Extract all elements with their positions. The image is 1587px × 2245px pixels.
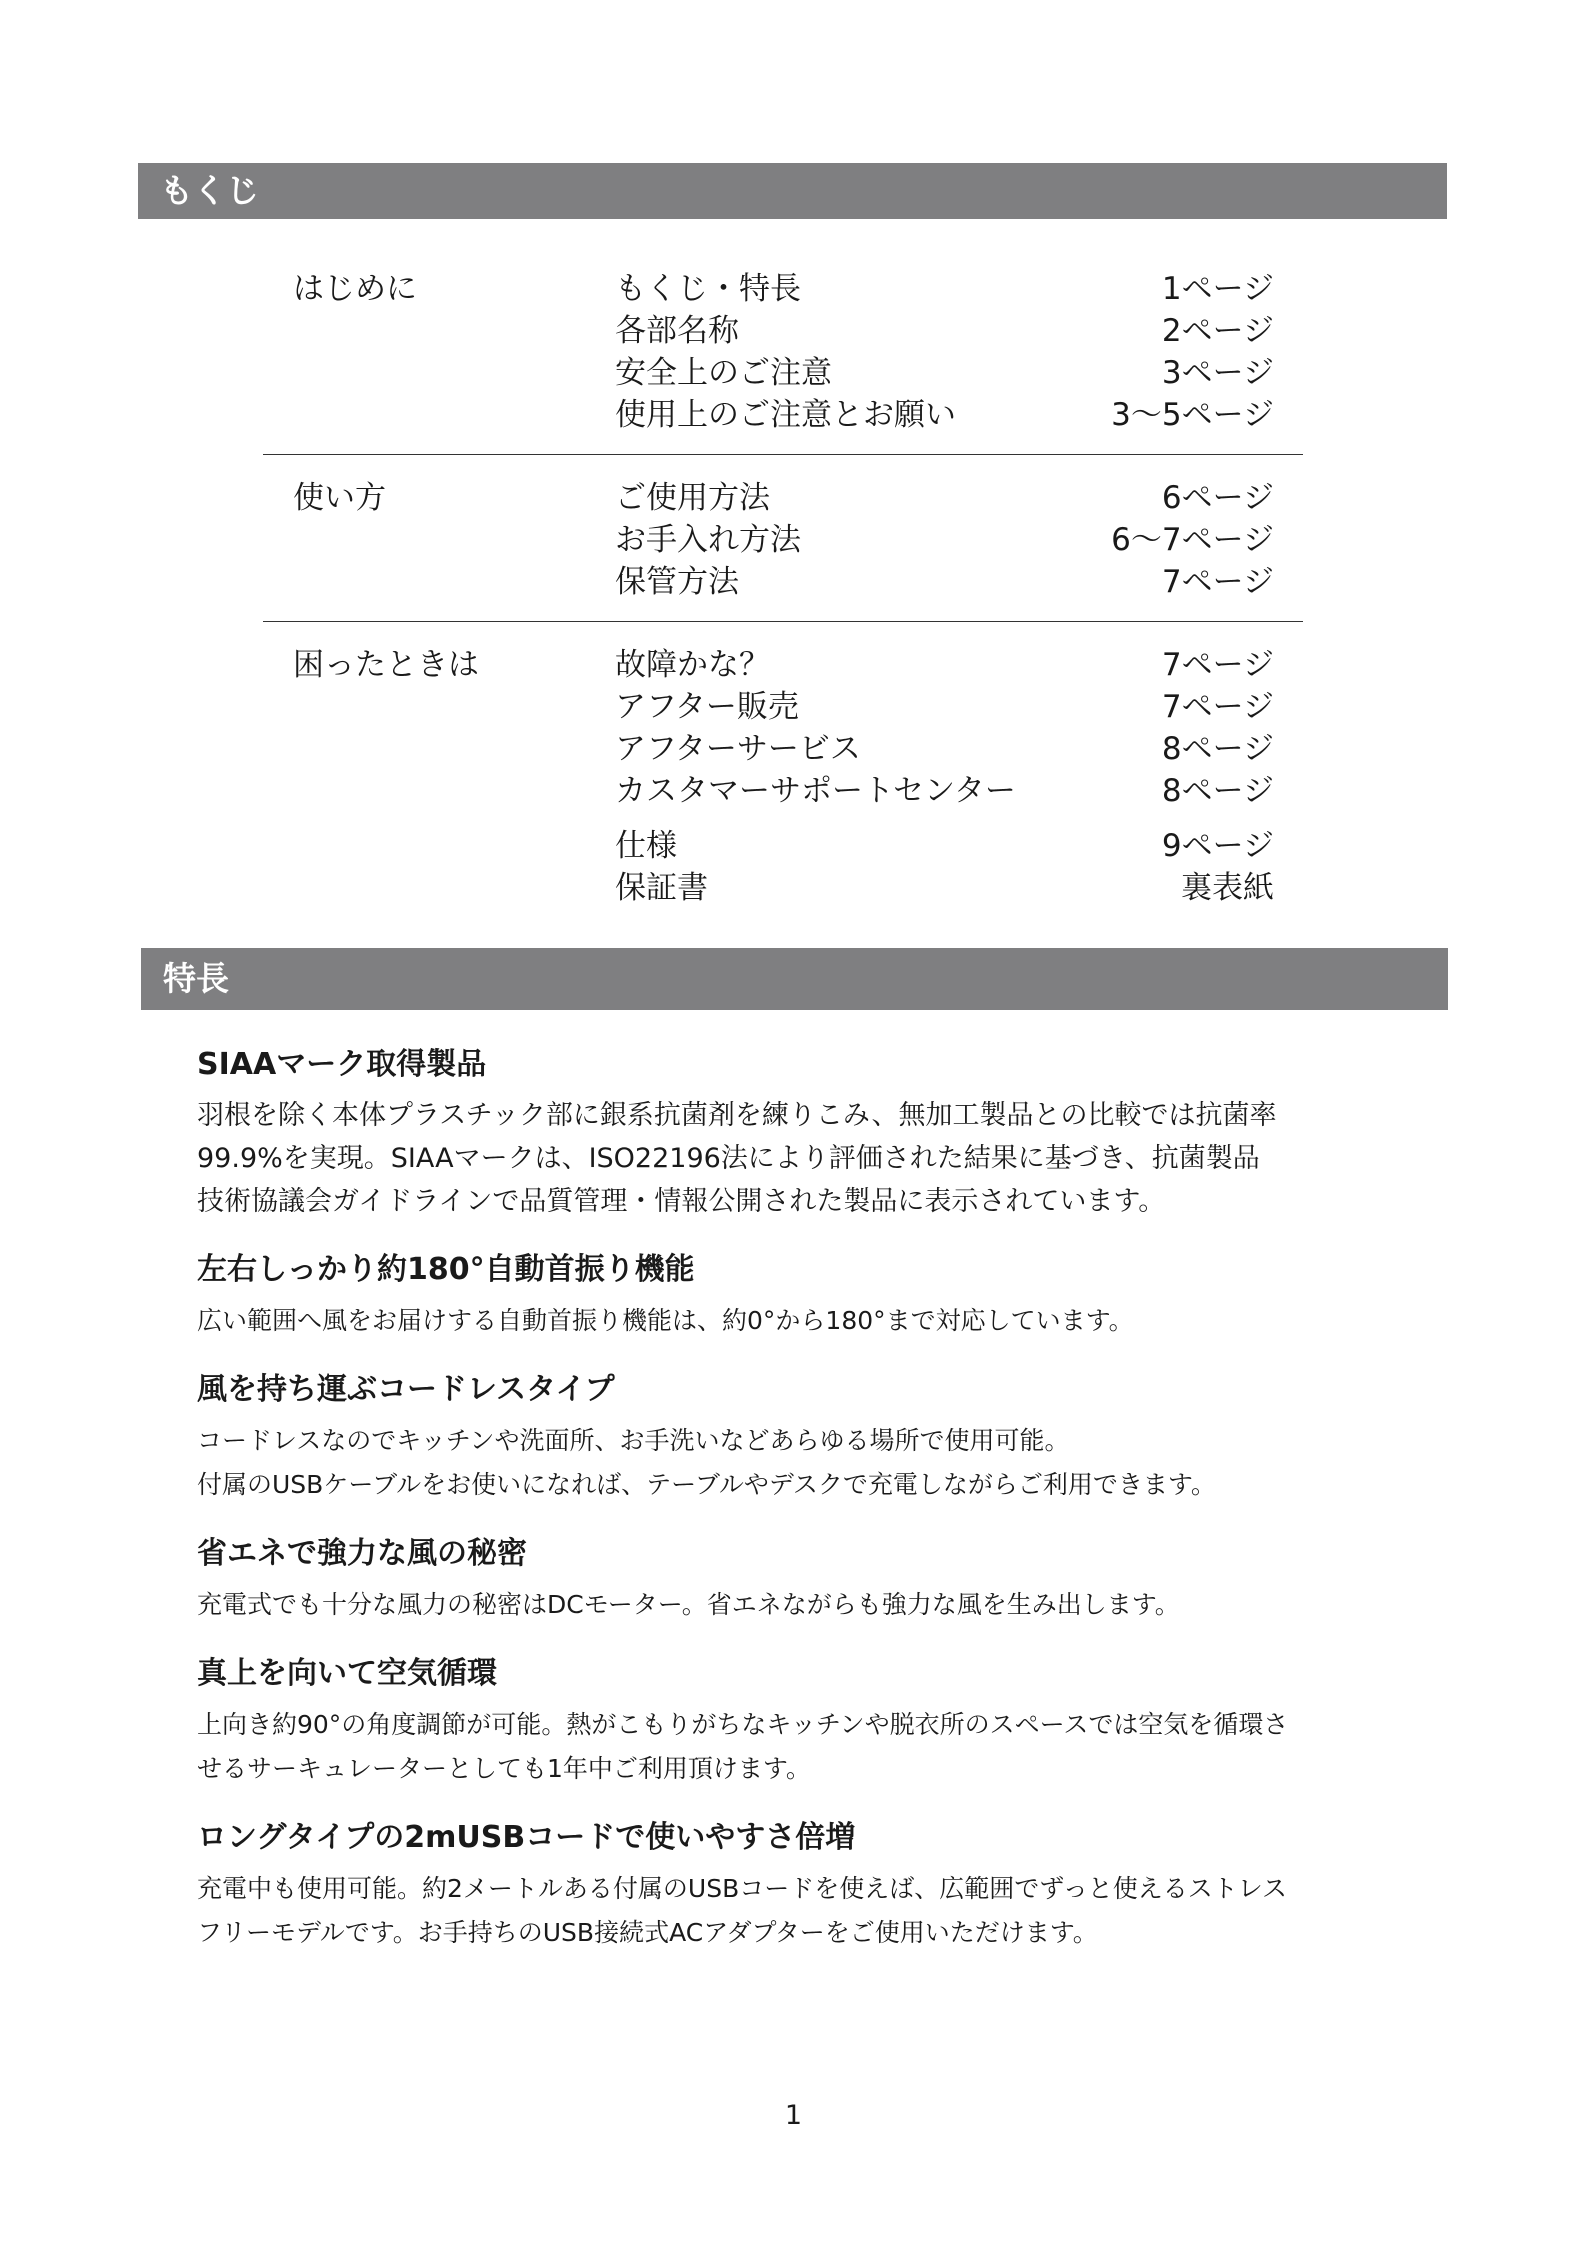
toc-item-page: 8ページ <box>1161 773 1274 809</box>
feature-item <box>197 1533 1417 1627</box>
toc-category: 困ったときは <box>293 647 479 683</box>
toc-item-title: アフター販売 <box>615 689 799 725</box>
toc-item-title: 保管方法 <box>615 564 739 600</box>
toc-item-title: 安全上のご注意 <box>615 355 832 391</box>
toc-item-title: 各部名称 <box>615 313 739 349</box>
feature-text-line: 99.9%を実現。SIAAマークは、ISO22196法により評価された結果に基づき、抗菌製品 <box>197 1143 1260 1174</box>
features-list <box>197 1044 1417 1981</box>
feature-text-line: 上向き約90°の角度調節が可能。熱がこもりがちなキッチンや脱衣所のスペースでは空気を循環さ <box>197 1710 1289 1739</box>
toc-item-page: 8ページ <box>1161 731 1274 767</box>
toc-category: 使い方 <box>293 480 386 516</box>
feature-text-line: 広い範囲へ風をお届けする自動首振り機能は、約0°から180°まで対応しています。 <box>197 1306 1134 1335</box>
toc-item-page: 9ページ <box>1161 828 1274 864</box>
feature-title: SIAAマーク取得製品 <box>197 1047 487 1082</box>
toc-row[interactable] <box>263 519 1303 561</box>
toc-row[interactable] <box>263 644 1303 686</box>
feature-title: 左右しっかり約180°自動首振り機能 <box>197 1252 695 1287</box>
toc-item-title: 使用上のご注意とお願い <box>615 397 956 433</box>
toc-row[interactable] <box>263 867 1303 909</box>
toc-item-title: 保証書 <box>615 870 708 906</box>
toc-item-title: アフターサービス <box>615 731 861 767</box>
feature-text-line: 羽根を除く本体プラスチック部に銀系抗菌剤を練りこみ、無加工製品との比較では抗菌率 <box>197 1100 1277 1131</box>
feature-title: ロングタイプの2mUSBコードで使いやすさ倍増 <box>197 1820 856 1855</box>
toc-item-page: 3ページ <box>1161 355 1274 391</box>
feature-title: 省エネで強力な風の秘密 <box>197 1536 527 1571</box>
toc-item-page: 7ページ <box>1161 689 1274 725</box>
toc-item-title: もくじ・特長 <box>615 271 801 307</box>
features-heading-bar <box>141 948 1448 1010</box>
toc-row[interactable] <box>263 268 1303 310</box>
feature-text-line: 充電中も使用可能。約2メートルある付属のUSBコードを使えば、広範囲でずっと使えるストレス <box>197 1874 1287 1903</box>
feature-item <box>197 1044 1417 1223</box>
toc-item-title: 故障かな？ <box>615 647 770 683</box>
feature-item <box>197 1817 1417 1955</box>
toc-item-page: 2ページ <box>1161 313 1274 349</box>
toc-row[interactable] <box>263 770 1303 812</box>
feature-text-line: 付属のUSBケーブルをお使いになれば、テーブルやデスクで充電しながらご利用できます。 <box>197 1470 1216 1499</box>
features-heading: 特長 <box>163 959 229 998</box>
toc-item-page: 裏表紙 <box>1181 870 1274 906</box>
toc-category: はじめに <box>293 271 417 307</box>
page-number: 1 <box>784 2100 803 2131</box>
feature-item <box>197 1249 1417 1343</box>
feature-text-line: 充電式でも十分な風力の秘密はDCモーター。省エネながらも強力な風を生み出します。 <box>197 1590 1180 1619</box>
toc-item-page: 1ページ <box>1161 271 1274 307</box>
toc-row[interactable] <box>263 728 1303 770</box>
feature-text-line: フリーモデルです。お手持ちのUSB接続式ACアダプターをご使用いただけます。 <box>197 1918 1098 1947</box>
toc-item-page: 3～5ページ <box>1111 397 1274 433</box>
feature-item <box>197 1369 1417 1507</box>
toc-row[interactable] <box>263 825 1303 867</box>
toc-group-usage <box>263 455 1303 622</box>
feature-text-line: せるサーキュレーターとしても1年中ご利用頂けます。 <box>197 1754 811 1783</box>
feature-text-line: コードレスなのでキッチンや洗面所、お手洗いなどあらゆる場所で使用可能。 <box>197 1426 1070 1455</box>
feature-title: 風を持ち運ぶコードレスタイプ <box>197 1372 615 1407</box>
toc-item-page: 6ページ <box>1161 480 1274 516</box>
toc-row[interactable] <box>263 561 1303 603</box>
toc-row[interactable] <box>263 477 1303 519</box>
feature-title: 真上を向いて空気循環 <box>197 1656 497 1691</box>
toc-item-page: 7ページ <box>1161 647 1274 683</box>
toc-heading-bar <box>138 163 1447 219</box>
toc-row[interactable] <box>263 394 1303 436</box>
toc-item-title: 仕様 <box>615 828 677 864</box>
toc-table <box>263 268 1303 909</box>
toc-item-title: ご使用方法 <box>615 480 770 516</box>
toc-row[interactable] <box>263 310 1303 352</box>
toc-group-intro <box>263 268 1303 455</box>
toc-item-page: 7ページ <box>1161 564 1274 600</box>
toc-item-title: カスタマーサポートセンター <box>615 773 1016 809</box>
feature-text-line: 技術協議会ガイドラインで品質管理・情報公開された製品に表示されています。 <box>197 1186 1166 1217</box>
toc-heading: もくじ <box>160 171 259 210</box>
toc-item-page: 6～7ページ <box>1111 522 1274 558</box>
toc-row[interactable] <box>263 686 1303 728</box>
toc-item-title: お手入れ方法 <box>615 522 801 558</box>
feature-item <box>197 1653 1417 1791</box>
toc-group-troubleshooting <box>263 622 1303 909</box>
toc-row[interactable] <box>263 352 1303 394</box>
